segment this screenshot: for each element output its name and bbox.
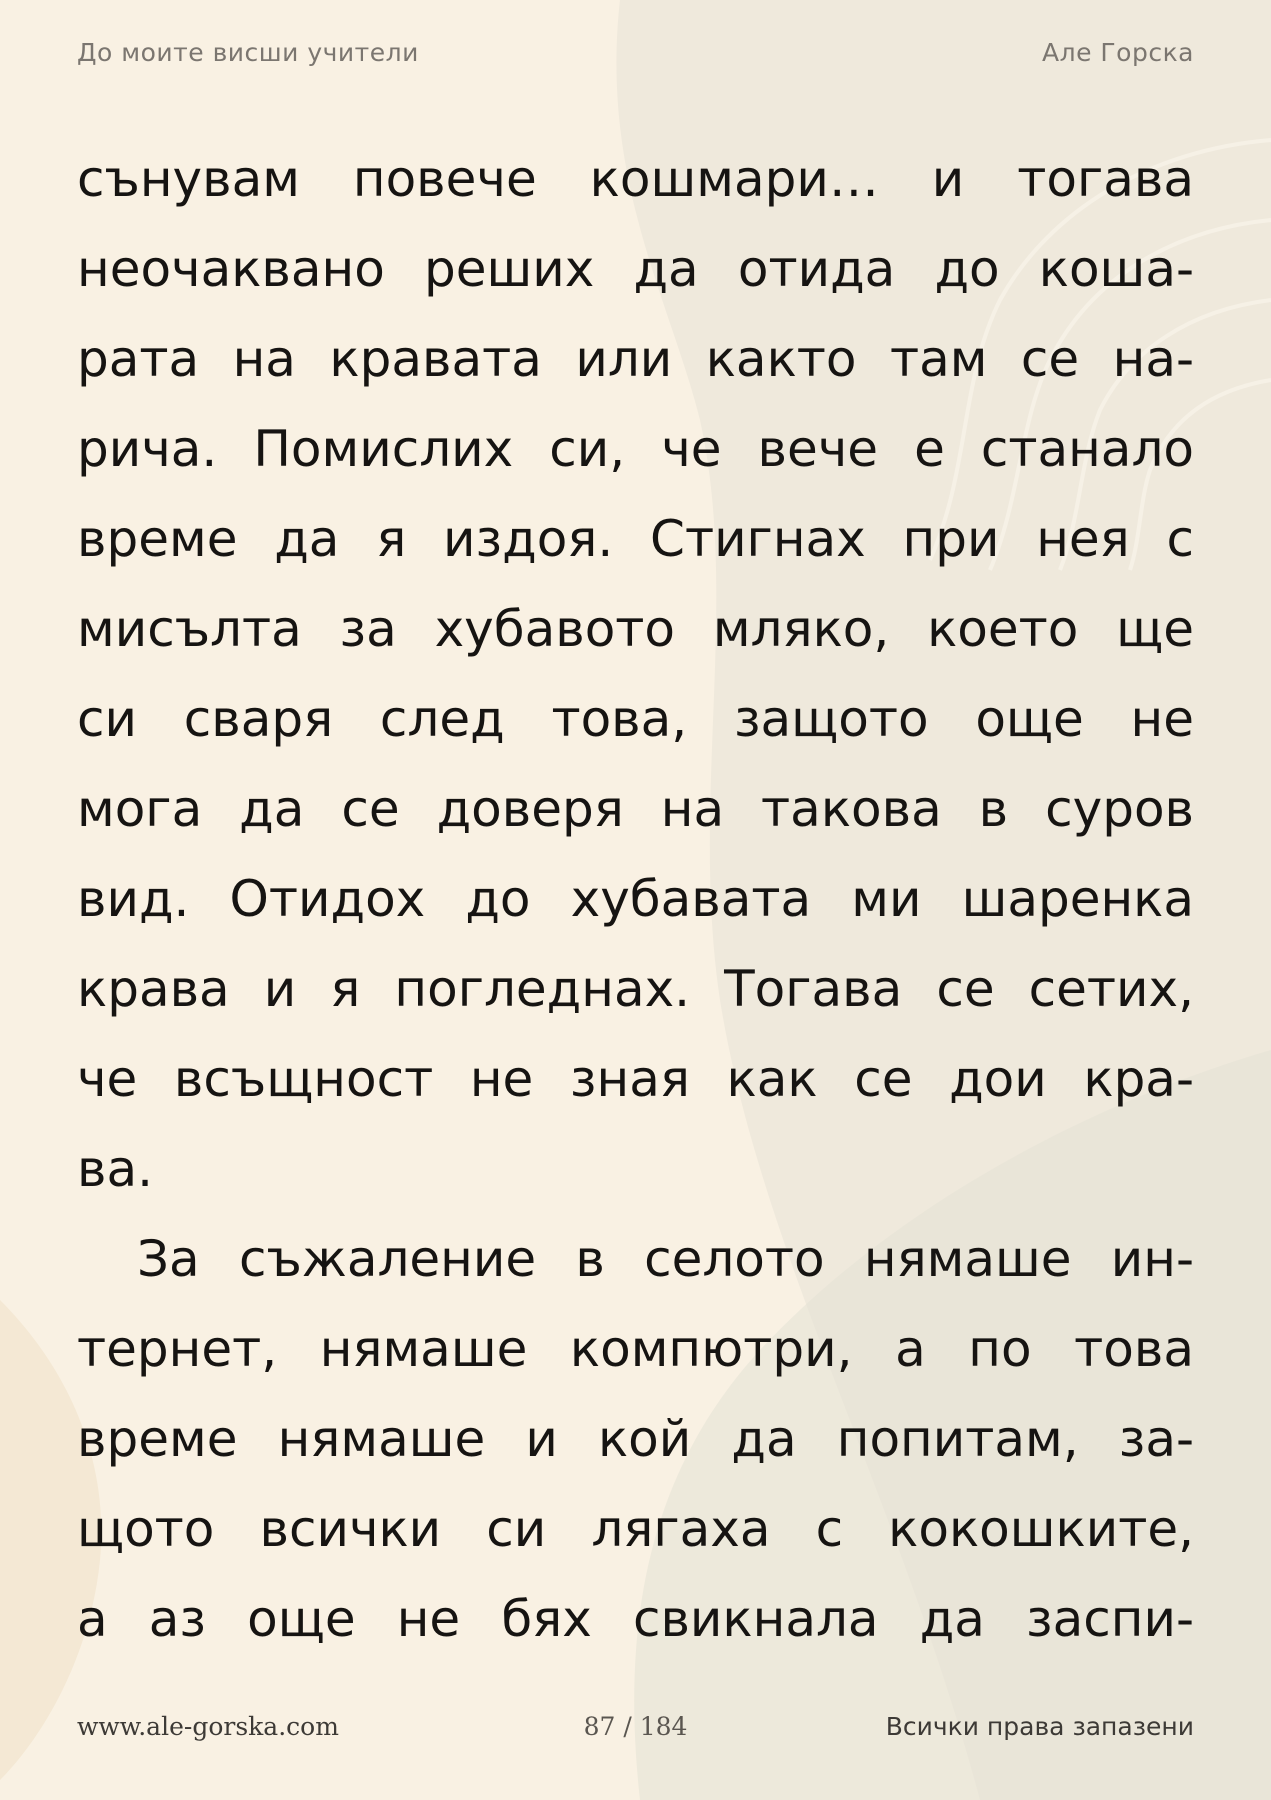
- text-line: крава и я погледнах. Тогава се сетих,: [77, 960, 1194, 1018]
- paragraph-end-line: ва.: [77, 1140, 154, 1198]
- author-name: Але Горска: [1042, 37, 1194, 67]
- page-number: 87 / 184: [583, 1712, 688, 1741]
- text-line: време да я издоя. Стигнах при нея с: [77, 510, 1194, 568]
- text-line: а аз още не бях свикнала да заспи-: [77, 1590, 1194, 1648]
- text-line: време нямаше и кой да попитам, за-: [77, 1410, 1194, 1468]
- text-line: сънувам повече кошмари… и тогава: [77, 150, 1194, 208]
- page-header: [77, 34, 1194, 70]
- text-line: неочаквано реших да отида до коша-: [77, 240, 1194, 298]
- text-line: рата на кравата или както там се на-: [77, 330, 1194, 388]
- text-line: тернет, нямаше компютри, а по това: [77, 1320, 1194, 1378]
- text-line: си сваря след това, защото още не: [77, 690, 1194, 748]
- body-text: [77, 134, 1194, 1664]
- website-link[interactable]: www.ale-gorska.com: [77, 1712, 339, 1741]
- text-line: рича. Помислих си, че вече е станало: [77, 420, 1194, 478]
- page-footer: [77, 1712, 1194, 1752]
- book-title: До моите висши учители: [77, 37, 419, 67]
- text-line: мисълта за хубавото мляко, което ще: [77, 600, 1194, 658]
- paragraph-start-line: За съжаление в селото нямаше ин-: [137, 1230, 1194, 1288]
- text-line: вид. Отидох до хубавата ми шаренка: [77, 870, 1194, 928]
- text-line: мога да се доверя на такова в суров: [77, 780, 1194, 838]
- copyright-notice: Всички права запазени: [885, 1712, 1194, 1741]
- text-line: че всъщност не зная как се дои кра-: [77, 1050, 1194, 1108]
- text-line: щото всички си лягаха с кокошките,: [77, 1500, 1194, 1558]
